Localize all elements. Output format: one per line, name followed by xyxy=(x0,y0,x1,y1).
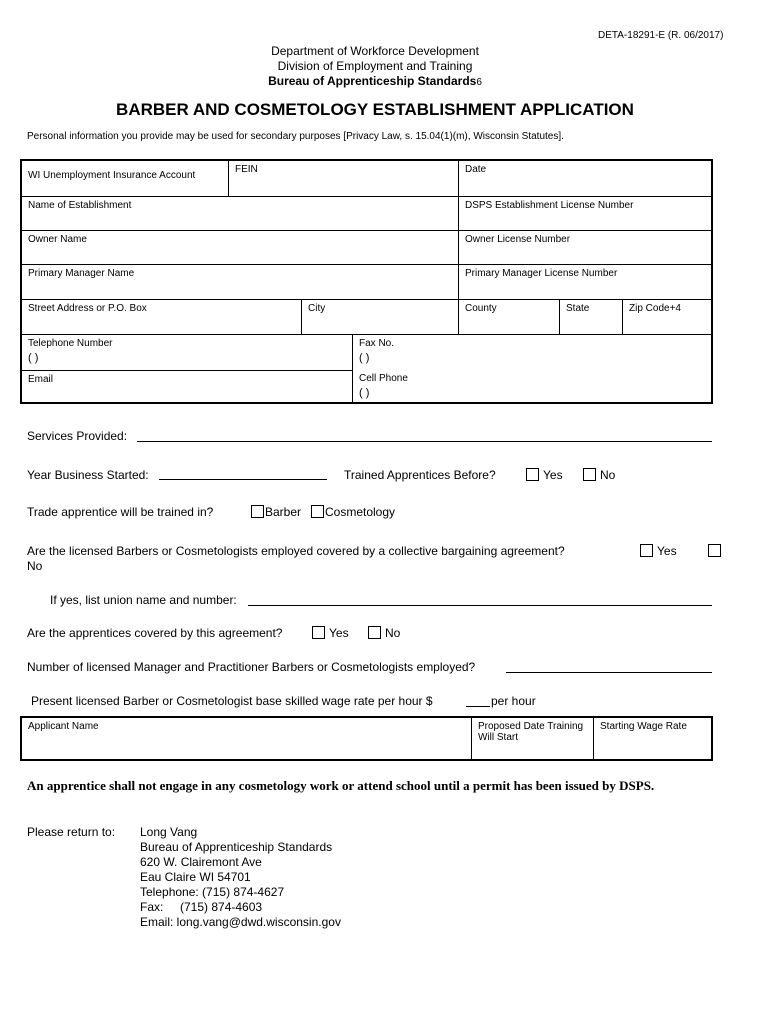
services-label: Services Provided: xyxy=(27,429,128,443)
state-field[interactable]: State xyxy=(560,300,623,335)
establishment-name-field[interactable]: Name of Establishment xyxy=(22,197,459,231)
permit-notice: An apprentice shall not engage in any cosmetology work or attend school until a permit has been issued by DSPS. xyxy=(27,778,655,793)
covered-no[interactable]: No xyxy=(368,626,400,640)
email-field[interactable]: Email xyxy=(22,370,353,404)
trade-barber-option[interactable]: Barber xyxy=(251,505,301,519)
department-name: Department of Workforce Development xyxy=(271,44,479,58)
city-field[interactable]: City xyxy=(302,300,459,335)
return-label: Please return to: xyxy=(27,825,116,839)
checkbox-icon[interactable] xyxy=(583,468,596,481)
manager-license-field[interactable]: Primary Manager License Number xyxy=(459,265,713,300)
trained-before-yes[interactable]: Yes xyxy=(526,468,563,482)
contact-street: 620 W. Clairemont Ave xyxy=(140,855,262,869)
cell-phone-field[interactable]: Cell Phone ( ) xyxy=(359,373,408,399)
date-field[interactable]: Date xyxy=(459,161,713,197)
ui-account-field[interactable]: WI Unemployment Insurance Account xyxy=(22,161,229,197)
trade-label: Trade apprentice will be trained in? xyxy=(27,505,214,519)
telephone-field[interactable]: Telephone Number ( ) xyxy=(22,335,353,370)
union-label: If yes, list union name and number: xyxy=(50,593,237,607)
covered-label: Are the apprentices covered by this agreement? xyxy=(27,626,283,640)
checkbox-icon[interactable] xyxy=(526,468,539,481)
county-field[interactable]: County xyxy=(459,300,560,335)
checkbox-icon[interactable] xyxy=(640,544,653,557)
contact-fax: Fax: (715) 874-4603 xyxy=(140,900,263,914)
contact-name: Long Vang xyxy=(140,825,198,839)
collective-label: Are the licensed Barbers or Cosmetologists employed covered by a collective bargaining agreement? xyxy=(27,544,565,558)
proposed-date-field[interactable]: Proposed Date Training Will Start xyxy=(472,718,594,759)
trade-cosmetology-option[interactable]: Cosmetology xyxy=(311,505,395,519)
manager-name-field[interactable]: Primary Manager Name xyxy=(22,265,459,300)
trained-before-label: Trained Apprentices Before? xyxy=(344,468,496,482)
bureau-name: Bureau of Apprenticeship Standards6 xyxy=(268,74,482,88)
street-address-field[interactable]: Street Address or P.O. Box xyxy=(22,300,302,335)
applicant-name-field[interactable]: Applicant Name xyxy=(22,718,472,759)
year-started-input[interactable] xyxy=(159,467,327,480)
wage-rate-label: Present licensed Barber or Cosmetologist base skilled wage rate per hour $ xyxy=(31,694,433,708)
privacy-notice: Personal information you provide may be used for secondary purposes [Privacy Law, s. 15.04(1)(m), Wisconsin Statutes]. xyxy=(27,131,564,142)
checkbox-icon[interactable] xyxy=(368,626,381,639)
per-hour-label: per hour xyxy=(491,694,536,708)
department-header xyxy=(0,44,750,90)
year-started-label: Year Business Started: xyxy=(27,468,149,482)
owner-license-field[interactable]: Owner License Number xyxy=(459,231,713,265)
covered-yes[interactable]: Yes xyxy=(312,626,349,640)
checkbox-icon[interactable] xyxy=(312,626,325,639)
division-name: Division of Employment and Training xyxy=(277,59,473,73)
services-input[interactable] xyxy=(137,429,712,442)
wage-rate-input[interactable] xyxy=(466,694,490,707)
collective-yes[interactable]: Yes xyxy=(640,544,677,558)
page-title: BARBER AND COSMETOLOGY ESTABLISHMENT APPLICATION xyxy=(116,100,634,119)
starting-wage-field[interactable]: Starting Wage Rate xyxy=(600,721,687,732)
checkbox-icon[interactable] xyxy=(251,505,264,518)
trained-before-no[interactable]: No xyxy=(583,468,615,482)
fax-field[interactable]: Fax No. ( ) xyxy=(359,338,395,364)
form-number: DETA-18291-E (R. 06/2017) xyxy=(598,30,724,41)
dsps-license-field[interactable]: DSPS Establishment License Number xyxy=(459,197,713,231)
contact-telephone: Telephone: (715) 874-4627 xyxy=(140,885,285,899)
fein-field[interactable]: FEIN xyxy=(229,161,459,197)
checkbox-icon[interactable] xyxy=(311,505,324,518)
contact-email: Email: long.vang@dwd.wisconsin.gov xyxy=(140,915,341,929)
num-licensed-label: Number of licensed Manager and Practitioner Barbers or Cosmetologists employed? xyxy=(27,660,476,674)
checkbox-icon[interactable] xyxy=(708,544,721,557)
union-input[interactable] xyxy=(248,593,712,606)
applicant-grid xyxy=(20,716,713,761)
return-address xyxy=(140,825,341,930)
num-licensed-input[interactable] xyxy=(506,660,712,673)
contact-city: Eau Claire WI 54701 xyxy=(140,870,251,884)
establishment-info-grid xyxy=(20,159,713,404)
owner-name-field[interactable]: Owner Name xyxy=(22,231,459,265)
zip-field[interactable]: Zip Code+4 xyxy=(623,300,713,335)
contact-org: Bureau of Apprenticeship Standards xyxy=(140,840,333,854)
collective-no-box[interactable] xyxy=(708,544,725,558)
collective-no-label: No xyxy=(27,559,43,573)
